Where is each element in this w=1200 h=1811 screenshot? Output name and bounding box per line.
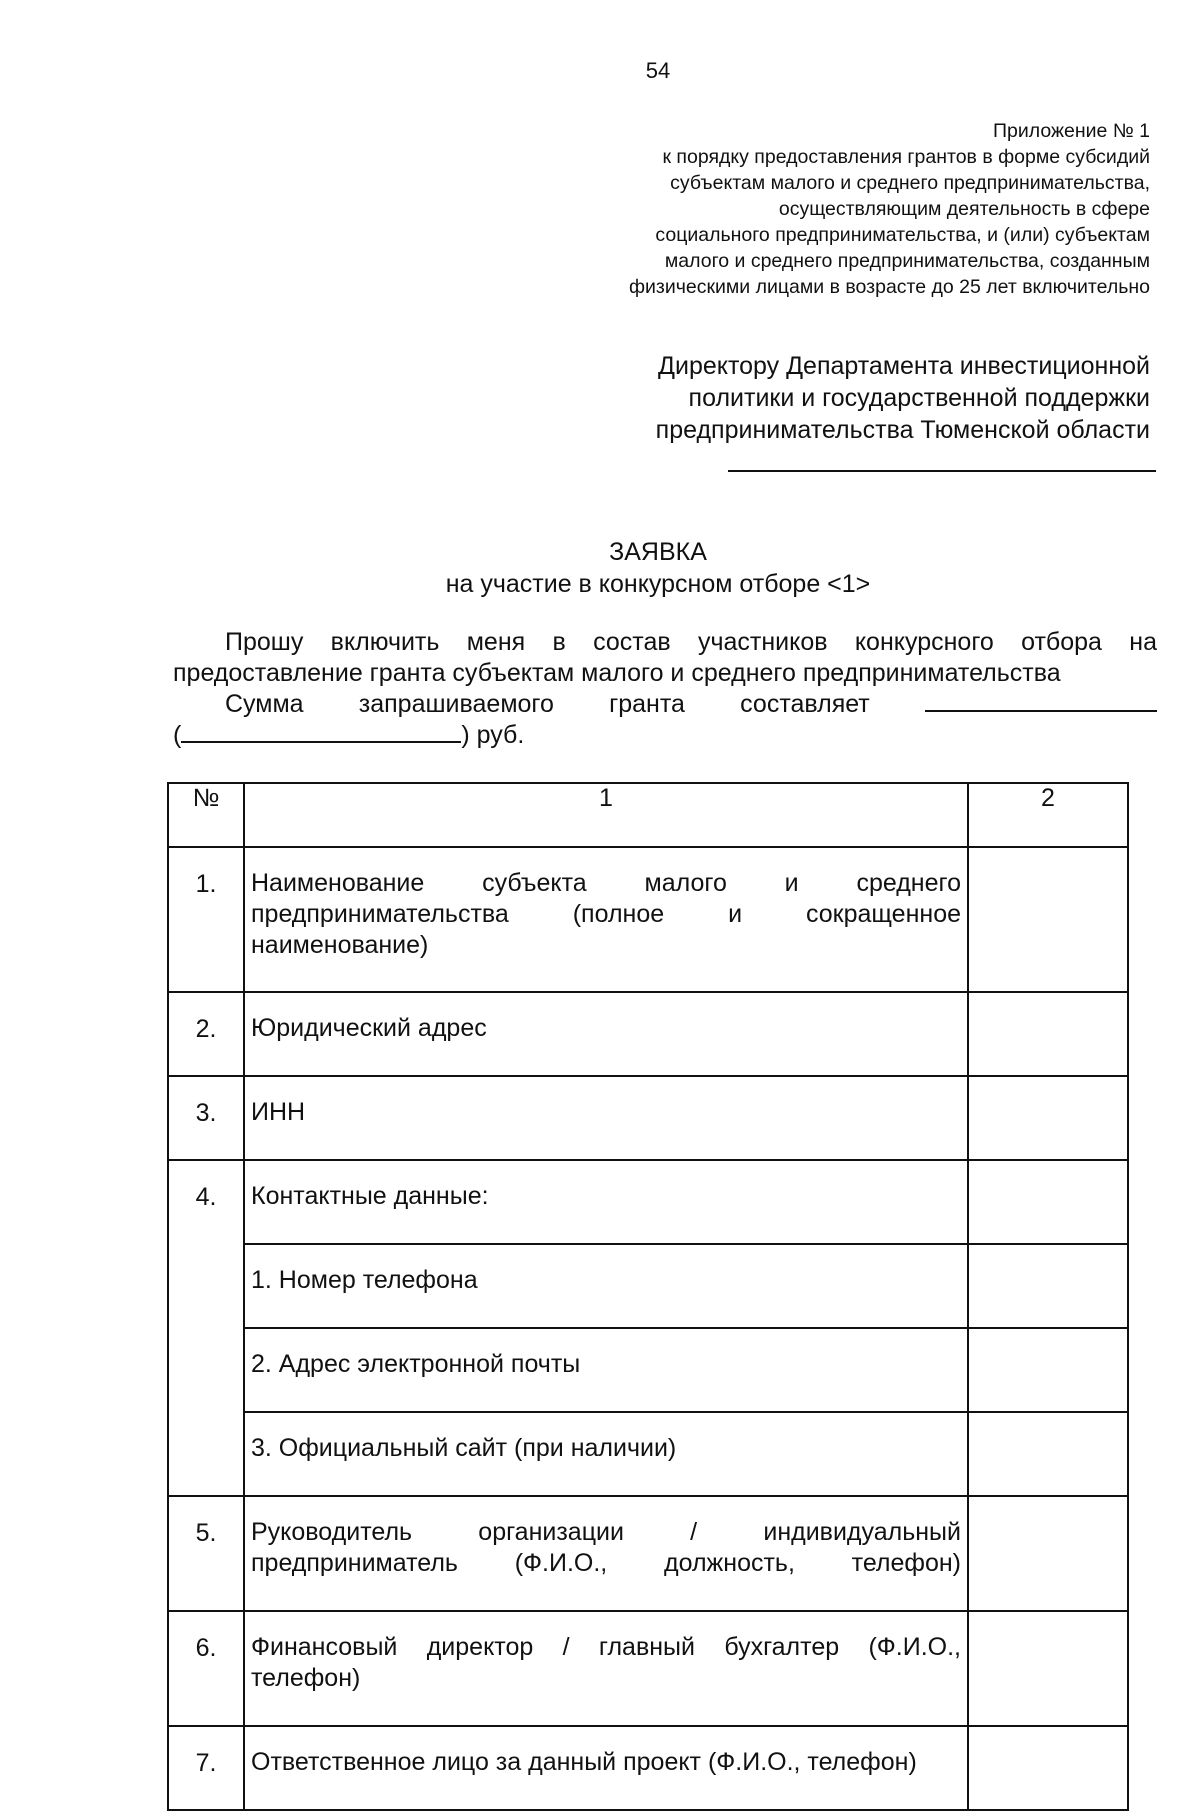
table-row [168,1076,1128,1160]
row-label: Наименование субъекта малого и среднего предпринимательства (полное и сокращенное наименование) [244,847,968,992]
row-value-cell[interactable] [968,1244,1128,1328]
row-label: Ответственное лицо за данный проект (Ф.И.О., телефон) [244,1726,968,1810]
currency-label: ) руб. [461,721,525,749]
row-number-cell [168,847,244,992]
row-number-cell [168,1726,244,1810]
row-label: Контактные данные: [244,1160,968,1244]
row-number: 4. [195,1183,217,1211]
intro-line-2: предоставление гранта субъектам малого и среднего предпринимательства [173,659,1061,687]
row-label: Юридический адрес [244,992,968,1076]
intro-line-1: Прошу включить меня в состав участников конкурсного отбора на [225,628,1157,656]
page-number: 54 [645,58,671,83]
row-label: ИНН [244,1076,968,1160]
appendix-line: малого и среднего предпринимательства, созданным [664,250,1150,272]
appendix-caption [450,118,1150,300]
addressee-line: политики и государственной поддержки [688,384,1150,412]
row-number: 6. [195,1634,217,1662]
row-label: 1. Номер телефона [244,1244,968,1328]
row-value-cell[interactable] [968,1160,1128,1244]
application-table [167,782,1129,1811]
row-number: 3. [195,1099,217,1127]
table-row [168,847,1128,992]
row-value-cell[interactable] [968,1076,1128,1160]
table-header-row [168,783,1128,847]
row-value-cell[interactable] [968,1412,1128,1496]
intro-paragraph [173,627,1157,751]
paren-open: ( [173,721,182,749]
row-value-cell[interactable] [968,1496,1128,1611]
row-number-cell [168,992,244,1076]
addressee-block [450,350,1150,446]
row-value-cell[interactable] [968,1328,1128,1412]
appendix-line: физическими лицами в возрасте до 25 лет включительно [628,276,1150,298]
title-subtitle: на участие в конкурсном отборе <1> [445,570,871,598]
table-row [168,1412,1128,1496]
grant-amount-blank[interactable] [925,690,1157,712]
grant-amount-words-line [173,720,1157,751]
row-value-cell[interactable] [968,847,1128,992]
addressee-name-blank[interactable] [728,470,1156,472]
grant-amount-words-blank[interactable] [181,721,461,743]
table-row [168,1496,1128,1611]
table-row [168,1328,1128,1412]
table-row [168,1244,1128,1328]
appendix-line: к порядку предоставления грантов в форме субсидий [662,146,1150,168]
row-number: 1. [195,870,217,898]
row-number: 2. [195,1015,217,1043]
appendix-line: социального предпринимательства, и (или) субъектам [655,224,1150,246]
row-number-cell [168,1496,244,1611]
row-label: 3. Официальный сайт (при наличии) [244,1412,968,1496]
grant-amount-line [173,689,1157,720]
table-row [168,1611,1128,1726]
table-row [168,1160,1128,1244]
table-row [168,1726,1128,1810]
header-number: № [168,783,244,847]
header-col-1: 1 [244,783,968,847]
row-number: 7. [195,1749,217,1777]
row-label: Руководитель организации / индивидуальный предприниматель (Ф.И.О., должность, телефон) [244,1496,968,1611]
grant-amount-label: Сумма запрашиваемого гранта составляет [225,690,870,718]
row-number-cell [168,1160,244,1496]
document-title [0,536,1200,600]
appendix-line: Приложение № 1 [993,120,1150,142]
addressee-line: предпринимательства Тюменской области [655,416,1150,444]
row-value-cell[interactable] [968,1611,1128,1726]
table-row [168,992,1128,1076]
row-number-cell [168,1611,244,1726]
appendix-line: осуществляющим деятельность в сфере [778,198,1150,220]
row-number-cell [168,1076,244,1160]
row-label: Финансовый директор / главный бухгалтер (Ф.И.О., телефон) [244,1611,968,1726]
appendix-line: субъектам малого и среднего предпринимательства, [670,172,1150,194]
addressee-line: Директору Департамента инвестиционной [658,352,1150,380]
row-value-cell[interactable] [968,1726,1128,1810]
row-value-cell[interactable] [968,992,1128,1076]
row-number: 5. [195,1519,217,1547]
title-main: ЗАЯВКА [609,538,707,566]
header-col-2: 2 [968,783,1128,847]
row-label: 2. Адрес электронной почты [244,1328,968,1412]
